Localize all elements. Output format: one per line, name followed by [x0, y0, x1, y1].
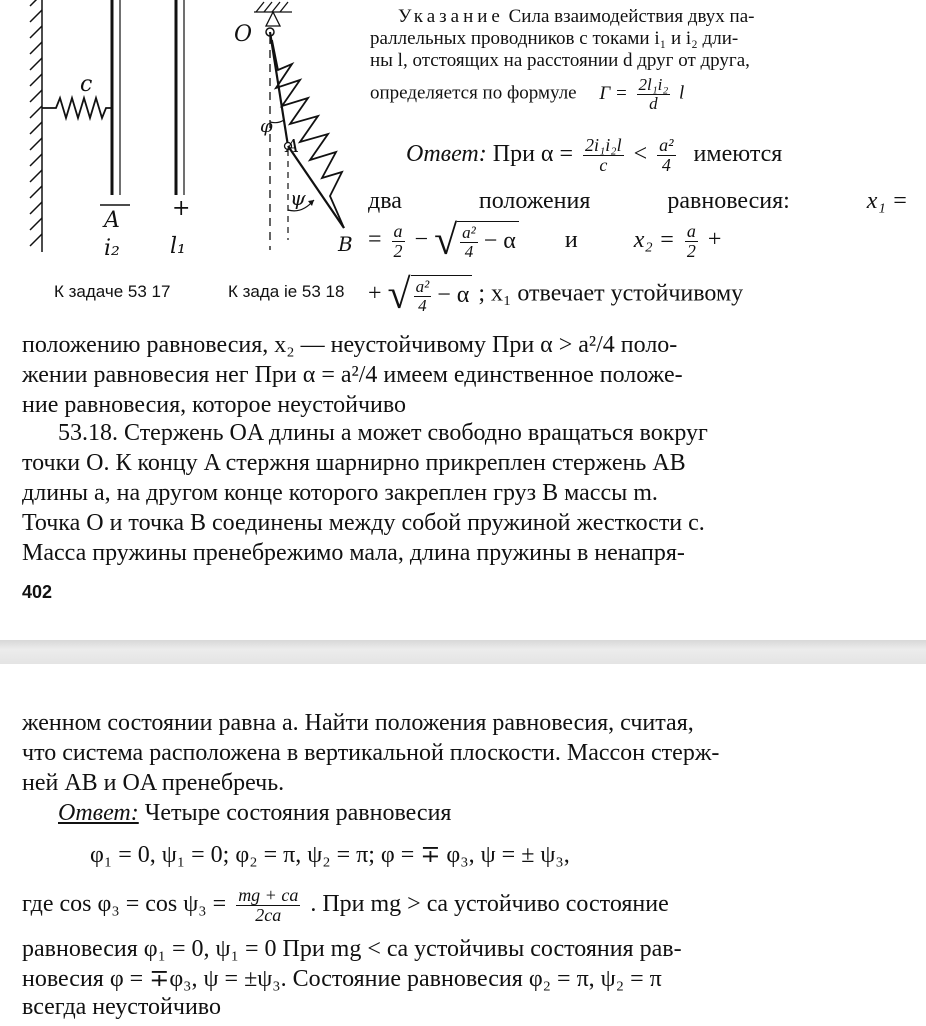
- answer1-line2-b: положения: [478, 188, 591, 214]
- answer1-line3-plus: +: [707, 226, 722, 253]
- answer1-line4: [368, 274, 743, 316]
- answer1-line3-minus: −: [414, 226, 429, 253]
- fig2-label-psi: ψ: [290, 186, 306, 210]
- body-line-8: Масса пружины пренебрежимо мала, длина пружины в ненапря-: [22, 540, 685, 566]
- page2-line-2: что система расположена в вертикальной плоскости. Массон стерж-: [22, 740, 720, 766]
- answer1-frac2-num: a²: [659, 135, 674, 155]
- answer2-line: [58, 798, 451, 828]
- answer1-line3-and: и: [564, 226, 578, 253]
- answer1-sqrt1-tail: − α: [483, 228, 516, 255]
- answer1-sqrt2-den: 4: [418, 296, 427, 315]
- hint-line2: раллельных проводников с токами i₁ и i₂ дли-: [370, 28, 739, 49]
- caption-fig1: К задаче 53 17: [54, 282, 171, 301]
- hint-line3: ны l, отстоящих на расстоянии d друг от друга,: [370, 50, 750, 71]
- answer1-sqrt2-num: a²: [415, 277, 430, 297]
- answer2-where-num: mg + ca: [238, 885, 299, 905]
- hint-formula-lhs: Г =: [599, 82, 628, 104]
- answer1-sqrt1-den: 4: [464, 242, 474, 261]
- fig2-label-B: B: [338, 232, 353, 256]
- hint-formula-num: 2l₁i₂: [638, 75, 669, 94]
- body-line-2: жении равновесия нег При α = a²/4 имеем единственное положе-: [22, 362, 683, 388]
- answer1-line3: [368, 220, 721, 262]
- answer1-line3-frac2: [685, 222, 698, 261]
- hint-line1: Сила взаимодействия двух па-: [508, 6, 755, 27]
- answer1-line2-c: равновесия:: [667, 188, 790, 214]
- fig1-label-c: c: [80, 72, 93, 97]
- answer1-frac2-den: 4: [661, 154, 671, 175]
- fig2-label-phi: φ: [260, 116, 273, 137]
- fig1-label-plus: +: [172, 196, 191, 221]
- answer1-sqrt1-num: a²: [462, 223, 476, 243]
- fig2-label-O: O: [234, 22, 253, 47]
- answer1-text-b: имеются: [693, 140, 783, 167]
- answer1-sqrt2-frac: [414, 278, 432, 315]
- answer2-text: Четыре состояния равновесия: [144, 800, 452, 826]
- answer1-sqrt2-tail: − α: [437, 282, 470, 309]
- answer1-frac1: [583, 136, 624, 175]
- page2-line-3: ней AB и OA пренебречь.: [22, 770, 285, 796]
- answer1-sqrt1-frac: [460, 224, 478, 261]
- page-bottom: [0, 664, 926, 1026]
- answer1-line3-x2: x₂ =: [633, 226, 675, 253]
- body-line-7: Точка О и точка B соединены между собой пружиной жесткости c.: [22, 510, 705, 536]
- hint-formula-fraction: [637, 76, 671, 113]
- hint-formula-tail: l: [679, 82, 685, 104]
- page2-line-1: женном состоянии равна a. Найти положения равновесия, считая,: [22, 710, 694, 736]
- body-line-1: положению равновесия, x₂ — неустойчивому При α > a²/4 поло-: [22, 332, 678, 358]
- fig1-label-A: A: [104, 208, 120, 233]
- answer1-sqrt2: √ $\frac{\text{a²}}{4}$ − α: [388, 274, 473, 316]
- answer2-where-line: [22, 886, 669, 925]
- body-line-5: точки O. К концу A стержня шарнирно прикреплен стержень AB: [22, 450, 686, 476]
- answer1-frac2: [657, 136, 675, 175]
- fig1-label-i1: l₁: [170, 234, 186, 259]
- answer1-line1: [406, 136, 782, 175]
- answer1-line3-frac2-num: a: [686, 220, 696, 241]
- answer1-line3-frac: [392, 222, 405, 261]
- answer1-label: Ответ:: [406, 140, 487, 167]
- page-number: 402: [22, 582, 53, 602]
- answer1-sqrt1: √ $\frac{\text{a²}}{4}$ − α: [434, 220, 519, 262]
- page-separator: [0, 640, 926, 664]
- answer1-line2-d: x₁ =: [866, 188, 908, 214]
- hint-block: [370, 6, 754, 113]
- answer1-frac1-den: c: [599, 154, 608, 175]
- answer2-line-c: новесия φ = ∓φ₃, ψ = ±ψ₃. Состояние равновесия φ₂ = π, ψ₂ = π: [22, 966, 662, 992]
- body-line-4: 53.18. Стержень OA длины a может свободно вращаться вокруг: [58, 420, 708, 446]
- answer2-where-den: 2ca: [255, 904, 282, 925]
- answer2-label: Ответ:: [58, 800, 139, 826]
- fig1-label-i2: i₂: [104, 236, 120, 261]
- answer1-text-a: При α =: [492, 140, 574, 167]
- fig2-label-A: A: [286, 136, 299, 157]
- answer2-where-frac: [236, 886, 300, 925]
- caption-fig2: К зада іе 53 18: [228, 282, 345, 301]
- answer2-line-d: всегда неустойчиво: [22, 994, 221, 1020]
- answer1-lt: <: [633, 140, 648, 167]
- answer1-line3-frac-num: a: [393, 220, 403, 241]
- answer2-where-prefix: где cos φ₃ = cos ψ₃ =: [22, 890, 227, 917]
- answer1-frac1-num: 2i₁i₂l: [585, 135, 622, 155]
- hint-formula-den: d: [649, 93, 658, 113]
- answer1-line3-eq: =: [368, 226, 382, 253]
- answer1-line3-frac2-den: 2: [686, 240, 696, 261]
- answer2-equations: φ₁ = 0, ψ₁ = 0; φ₂ = π, ψ₂ = π; φ = ∓ φ₃, ψ = ± ψ₃,: [90, 842, 570, 868]
- hint-line4: определяется по формуле: [370, 82, 577, 104]
- answer1-line4-tail: ; x₁ отвечает устойчивому: [478, 280, 744, 307]
- hint-title: Указание: [398, 6, 504, 27]
- answer2-line-b: равновесия φ₁ = 0, ψ₁ = 0 При mg < ca устойчивы состояния рав-: [22, 936, 682, 962]
- answer2-where-tail: . При mg > ca устойчиво состояние: [310, 890, 669, 917]
- answer1-line2: [368, 188, 908, 215]
- answer1-line2-a: два: [368, 188, 402, 214]
- answer1-line4-plus: +: [368, 280, 382, 307]
- answer1-line3-frac-den: 2: [393, 240, 403, 261]
- body-line-6: длины a, на другом конце которого закреплен груз B массы m.: [22, 480, 658, 506]
- body-line-3: ние равновесия, которое неустойчиво: [22, 392, 407, 418]
